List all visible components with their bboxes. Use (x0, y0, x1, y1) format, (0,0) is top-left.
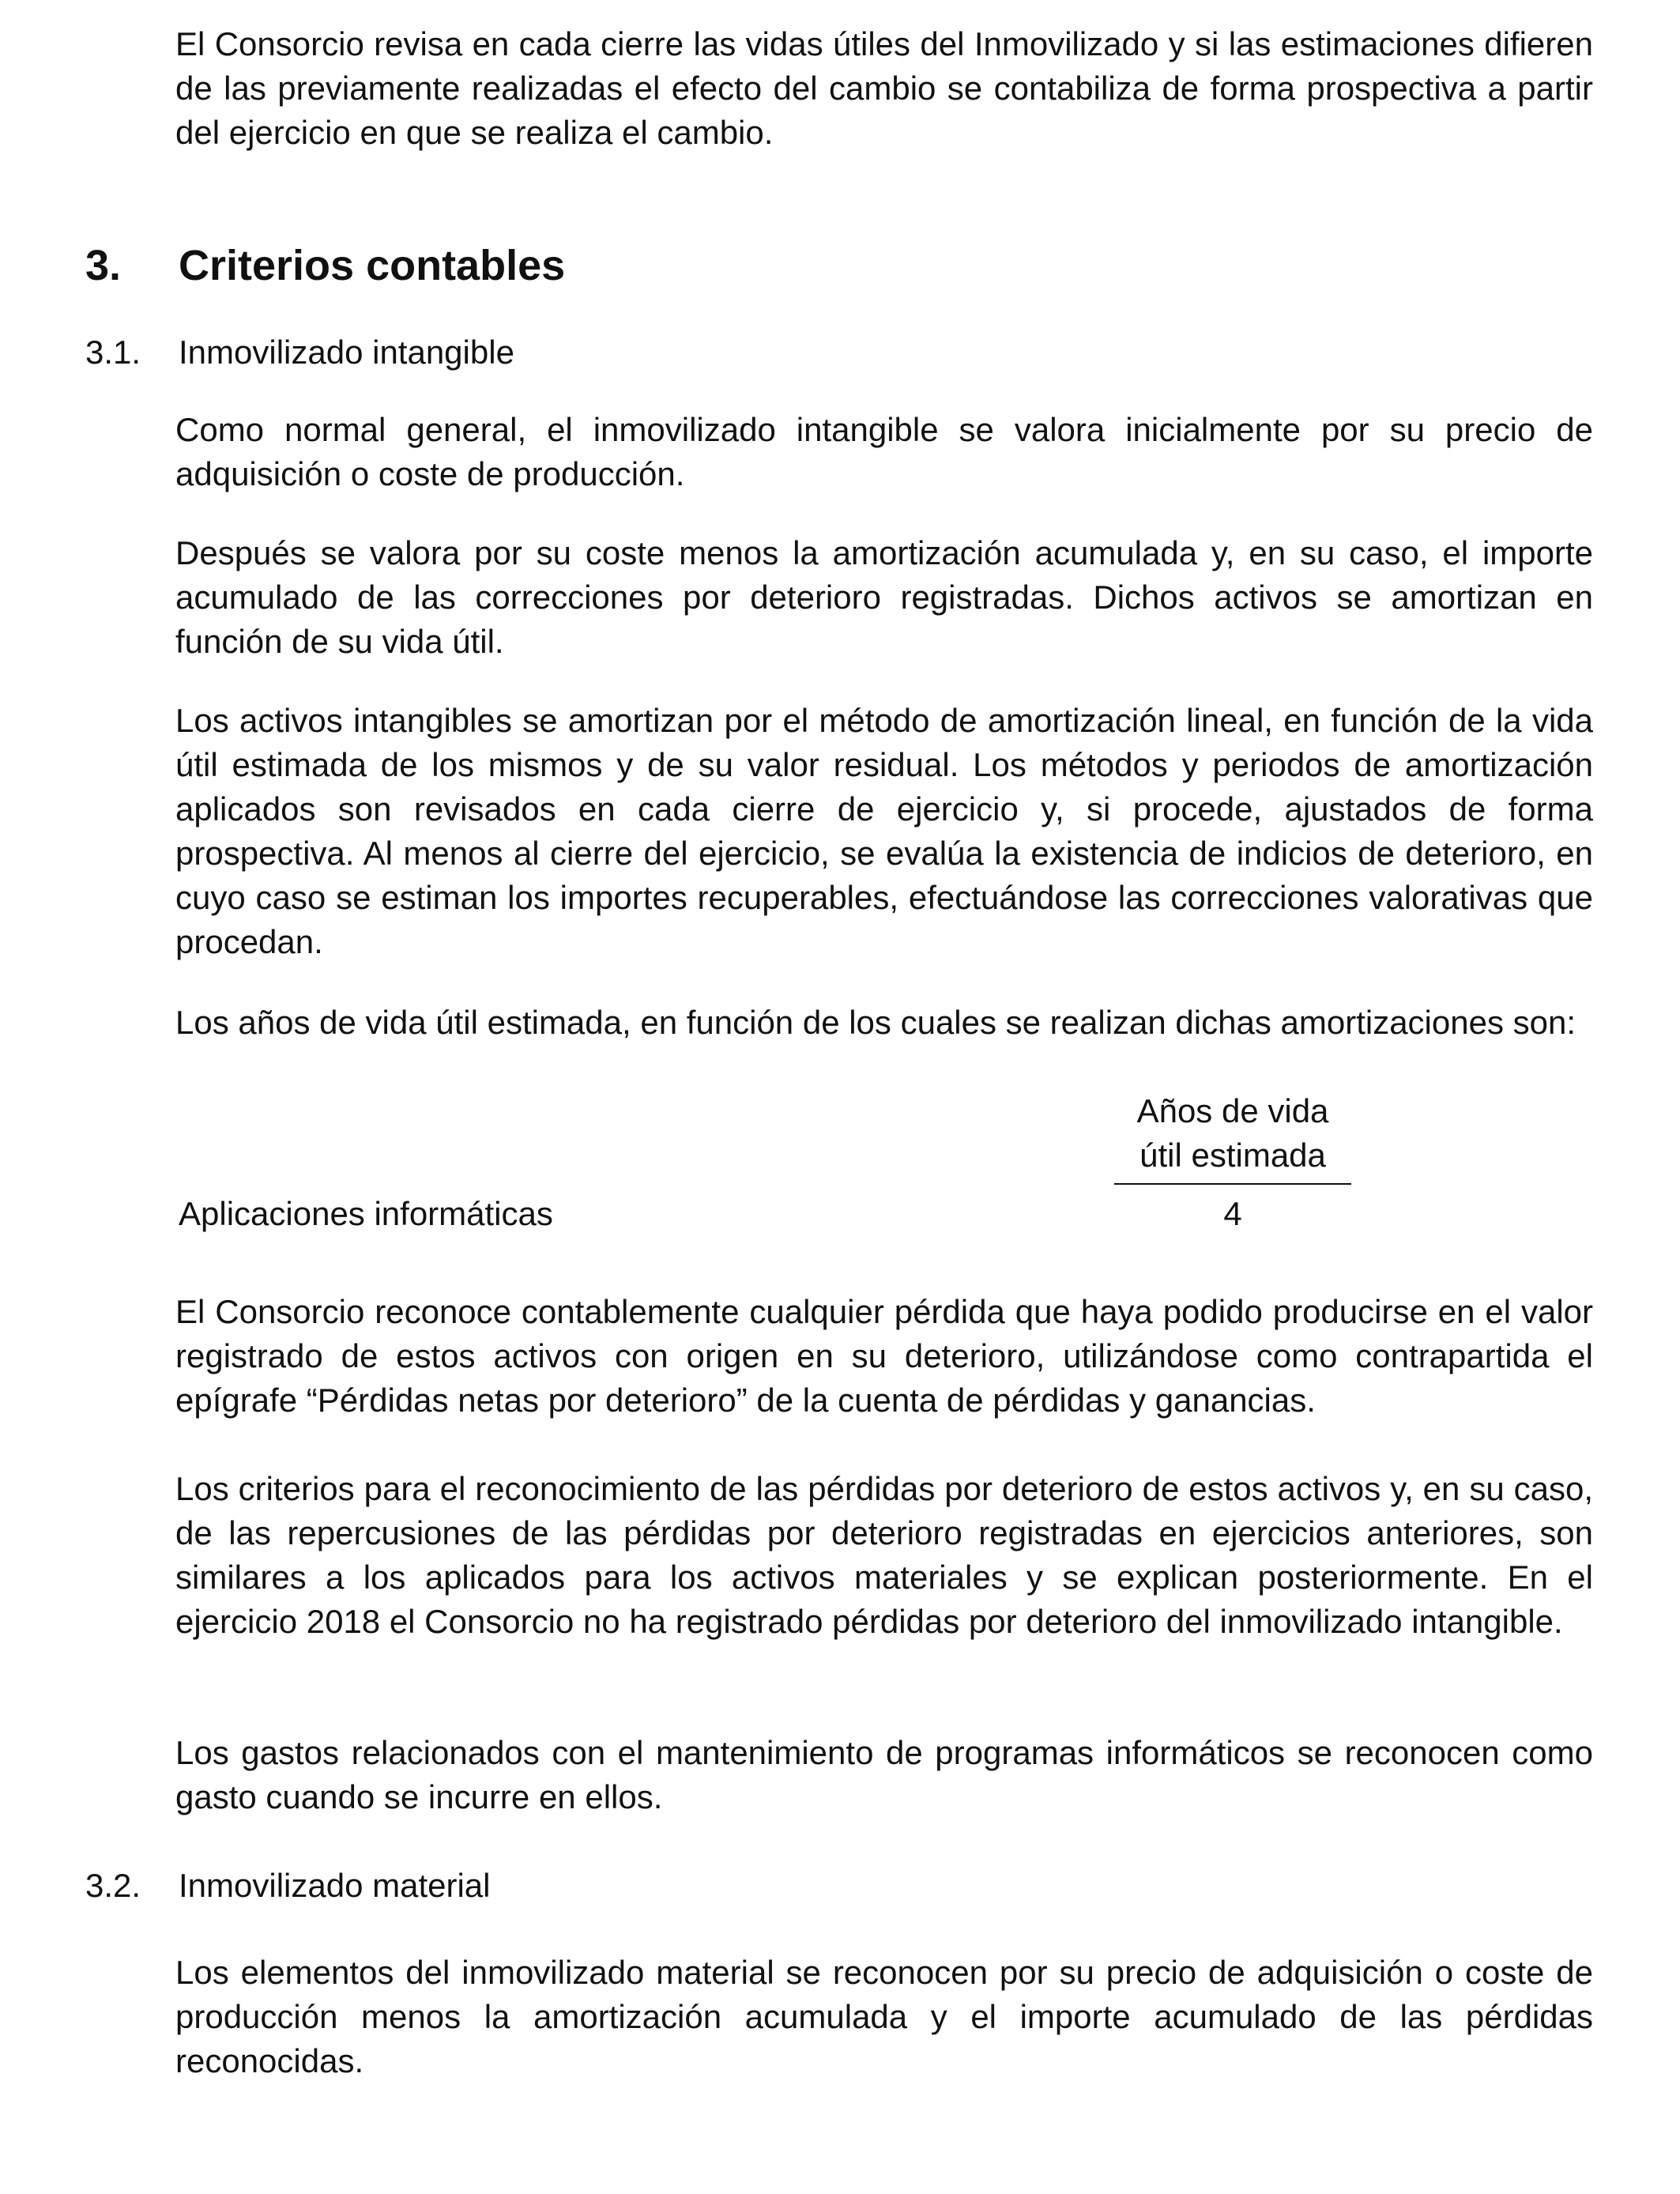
table-row-label: Aplicaciones informáticas (179, 1195, 553, 1232)
section-3-1-number: 3.1. (85, 334, 141, 371)
paragraph-anos-vida-util: Los años de vida útil estimada, en función de los cuales se realizan dichas amortizaciones son: (175, 1004, 1576, 1041)
table-row-value: 4 (1223, 1195, 1242, 1232)
table-header-rule (1114, 1183, 1351, 1185)
intro-paragraph: El Consorcio revisa en cada cierre las vidas útiles del Inmovilizado y si las estimaciones difieren de las previamente realizadas el efecto del cambio se contabiliza de forma prospectiva a partir del ejercicio en que se realiza el cambio. (175, 25, 1593, 151)
section-3-title: Criterios contables (179, 242, 566, 289)
table-header-line-1: Años de vida (1136, 1092, 1329, 1129)
paragraph-amortizacion-lineal: Los activos intangibles se amortizan por el método de amortización lineal, en función de la vida útil estimada de los mismos y de su valor residual. Los métodos y periodos de amortización aplicados son revisados en cada cierre de ejercicio y, si procede, ajustados de forma prospectiva. Al menos al cierre del ejercicio, se evalúa la existencia de indicios de deterioro, en cuyo caso se estiman los importes recuperables, efectuándose las correcciones valorativas que procedan. (175, 702, 1593, 960)
section-3-2-title: Inmovilizado material (179, 1867, 491, 1904)
paragraph-criterios-reconocimiento: Los criterios para el reconocimiento de las pérdidas por deterioro de estos activos y, en su caso, de las repercusiones de las pérdidas por deterioro registradas en ejercicios anteriores, son similares a los aplicados para los activos materiales y se explican posteriormente. En el ejercicio 2018 el Consorcio no ha registrado pérdidas por deterioro del inmovilizado intangible. (175, 1470, 1593, 1640)
paragraph-inmovilizado-material: Los elementos del inmovilizado material se reconocen por su precio de adquisición o coste de producción menos la amortización acumulada y el importe acumulado de las pérdidas reconocidas. (175, 1954, 1593, 2079)
paragraph-gastos-mantenimiento: Los gastos relacionados con el mantenimiento de programas informáticos se reconocen como gasto cuando se incurre en ellos. (175, 1734, 1593, 1815)
section-3-2-number: 3.2. (85, 1867, 141, 1904)
paragraph-valoracion-inicial: Como normal general, el inmovilizado intangible se valora inicialmente por su precio de adquisición o coste de producción. (175, 411, 1593, 492)
section-3-1-title: Inmovilizado intangible (179, 334, 514, 371)
section-3-number: 3. (85, 242, 122, 289)
paragraph-coste-amortizacion: Después se valora por su coste menos la amortización acumulada y, en su caso, el importe acumulado de las correcciones por deterioro registradas. Dichos activos se amortizan en función de su vida útil. (175, 534, 1593, 660)
table-header-line-2: útil estimada (1139, 1137, 1326, 1174)
table-column-header (1114, 1089, 1351, 1178)
paragraph-perdida-deterioro: El Consorcio reconoce contablemente cualquier pérdida que haya podido producirse en el valor registrado de estos activos con origen en su deterioro, utilizándose como contrapartida el epígrafe “Pérdidas netas por deterioro” de la cuenta de pérdidas y ganancias. (175, 1293, 1593, 1419)
